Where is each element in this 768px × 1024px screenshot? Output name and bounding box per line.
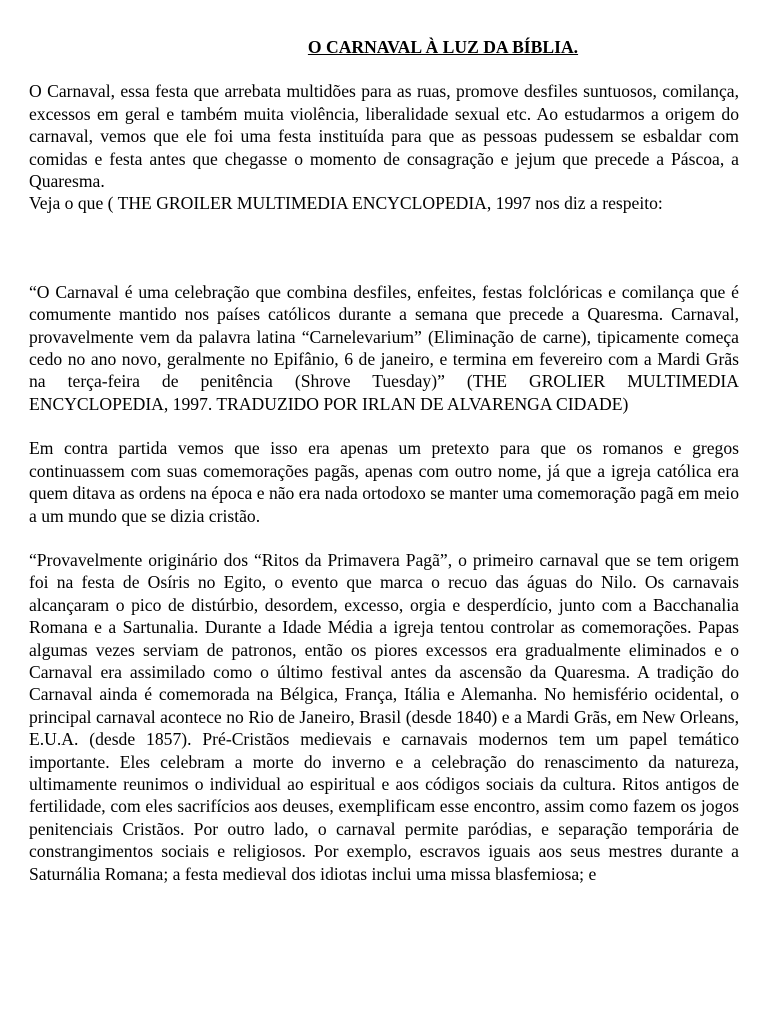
- paragraph-intro: O Carnaval, essa festa que arrebata multidões para as ruas, promove desfiles suntuosos, comilança, excessos em geral e também muita violência, liberalidade sexual etc. Ao estudarmos a origem do carnaval, vemos que ele foi uma festa instituída para que as pessoas pudessem se esbaldar com comidas e festa antes que chegasse o momento de consagração e jejum que precede a Páscoa, a Quaresma.: [29, 81, 739, 192]
- paragraph-encyclopedia-quote: “O Carnaval é uma celebração que combina desfiles, enfeites, festas folclóricas e comilança que é comumente mantido nos países católicos durante a semana que precede a Quaresma. Carnaval, provavelmente vem da palavra latina “Carnelevarium” (Eliminação de carne), tipicamente começa cedo no ano novo, geralmente no Epifânio, 6 de janeiro, e termina em fevereiro com a Mardi Grãs na terça-feira de penitência (Shrove Tuesday)” (THE GROLIER MULTIMEDIA ENCYCLOPEDIA, 1997. TRADUZIDO POR IRLAN DE ALVARENGA CIDADE): [29, 281, 739, 414]
- document-title: O CARNAVAL À LUZ DA BÍBLIA.: [307, 37, 579, 57]
- spacer: [29, 215, 739, 281]
- paragraph-encyclopedia-reference: Veja o que ( THE GROILER MULTIMEDIA ENCYCLOPEDIA, 1997 nos diz a respeito:: [29, 193, 663, 214]
- spacer: [29, 415, 739, 437]
- document-page: [29, 36, 739, 885]
- paragraph-origins-quote: “Provavelmente originário dos “Ritos da Primavera Pagã”, o primeiro carnaval que se tem origem foi na festa de Osíris no Egito, o evento que marca o recuo das águas do Nilo. Os carnavais alcançaram o pico de distúrbio, desordem, excesso, orgia e desperdício, junto com a Bacchanalia Romana e a Sartunalia. Durante a Idade Média a igreja tentou controlar as comemorações. Papas algumas vezes serviam de patronos, então os piores excessos era gradualmente eliminados e o Carnaval era assimilado como o último festival antes da ascensão da Quaresma. A tradição do Carnaval ainda é comemorada na Bélgica, França, Itália e Alemanha. No hemisfério ocidental, o principal carnaval acontece no Rio de Janeiro, Brasil (desde 1840) e a Mardi Grãs, em New Orleans, E.U.A. (desde 1857). Pré-Cristãos medievais e carnavais modernos tem um papel temático importante. Eles celebram a morte do inverno e a celebração do renascimento da natureza, ultimamente reunimos o individual ao espiritual e aos códigos sociais da cultura. Ritos antigos de fertilidade, com eles sacrifícios aos deuses, exemplificam esse encontro, assim como fazem os jogos penitenciais Cristãos. Por outro lado, o carnaval permite paródias, e separação temporária de constrangimentos sociais e religiosos. Por exemplo, escravos iguais aos seus mestres durante a Saturnália Romana; a festa medieval dos idiotas inclui uma missa blasfemiosa; e: [29, 549, 739, 884]
- paragraph-pagan-pretext: Em contra partida vemos que isso era apenas um pretexto para que os romanos e gregos continuassem com suas comemorações pagãs, apenas com outro nome, já que a igreja católica era quem ditava as ordens na época e não era nada ortodoxo se manter uma comemoração pagã em meio a um mundo que se dizia cristão.: [29, 438, 739, 526]
- spacer: [29, 527, 739, 549]
